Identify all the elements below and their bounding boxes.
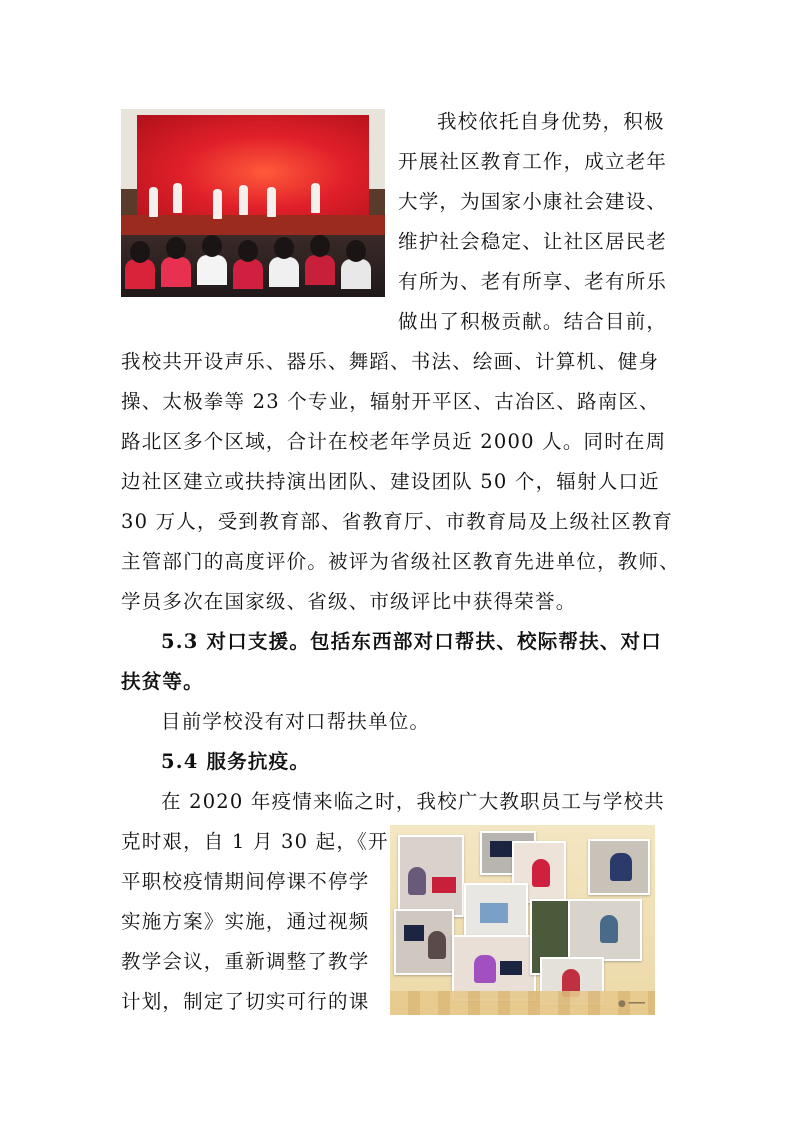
community-performance-photo [121,109,385,297]
audience-head [202,235,222,257]
dancer [267,187,276,217]
teacher-figure [474,955,496,983]
paragraph-line: 平职校疫情期间停课不停学 [121,870,370,893]
paragraph-line: 主管部门的高度评价。被评为省级社区教育先进单位，教师、 [121,550,680,573]
paragraph-line: 大学，为国家小康社会建设、 [398,190,668,213]
audience-head [238,240,258,262]
decorative-town-border [390,991,655,1015]
laptop-screen [432,877,456,893]
section-5-4-heading: 5.4 服务抗疫。 [161,750,311,773]
paragraph-line: 有所为、老有所享、老有所乐 [398,270,668,293]
dancer [173,183,182,213]
teacher-figure [610,853,632,881]
audience-member [305,255,335,285]
audience-member [125,259,155,289]
paragraph-line: 克时艰，自 1 月 30 起，《开 [121,830,389,853]
teacher-figure [428,931,446,959]
collage-tile [568,899,642,961]
paragraph-line: 操、太极拳等 23 个专业，辐射开平区、古冶区、路南区、 [121,390,660,413]
audience-head [166,237,186,259]
stage-banner [137,115,369,219]
audience-head [310,235,330,257]
audience-member [197,255,227,285]
dancer [149,187,158,217]
teacher-figure [532,859,550,887]
stage-floor [121,215,385,237]
monitor-screen [500,961,522,975]
teacher-figure [600,915,618,943]
paragraph-line: 我校共开设声乐、器乐、舞蹈、书法、绘画、计算机、健身 [121,350,660,373]
collage-tile [588,839,650,895]
paragraph-line: 边社区建立或扶持演出团队、建设团队 50 个，辐射人口近 [121,470,660,493]
audience-member [233,259,263,289]
audience-head [130,241,150,263]
paragraph-line: 实施方案》实施，通过视频 [121,910,370,933]
collage-tile [394,909,454,975]
paragraph-line: 我校依托自身优势，积极 [437,110,665,133]
paragraph-line: 维护社会稳定、让社区居民老 [398,230,668,253]
paragraph-line: 在 2020 年疫情来临之时，我校广大教职员工与学校共 [161,790,665,813]
audience-member [269,257,299,287]
paragraph-line: 路北区多个区域，合计在校老年学员近 2000 人。同时在周 [121,430,667,453]
monitor-screen [404,925,424,941]
paragraph-line: 30 万人，受到教育部、省教育厅、市教育局及上级社区教育 [121,510,674,533]
monitor-screen [480,903,508,923]
paragraph-line: 做出了积极贡献。结合目前， [398,310,668,333]
online-teaching-collage-photo [390,825,655,1015]
paragraph-line: 教学会议，重新调整了教学 [121,950,370,973]
dancer [213,189,222,219]
section-5-3-heading: 5.3 对口支援。包括东西部对口帮扶、校际帮扶、对口 [161,630,662,653]
monitor-screen [490,841,512,857]
paragraph-line: 计划，制定了切实可行的课 [121,990,370,1013]
audience-member [341,259,371,289]
audience-head [346,240,366,262]
section-5-3-body: 目前学校没有对口帮扶单位。 [161,710,431,733]
dancer [311,183,320,213]
paragraph-line: 学员多次在国家级、省级、市级评比中获得荣誉。 [121,590,577,613]
audience-head [274,237,294,259]
collage-tile [398,835,464,917]
section-5-3-heading-cont: 扶贫等。 [121,670,204,693]
watermark: ● ━━━ [618,999,645,1009]
audience-member [161,257,191,287]
paragraph-line: 开展社区教育工作，成立老年 [398,150,668,173]
dancer [239,185,248,215]
teacher-figure [408,867,426,895]
